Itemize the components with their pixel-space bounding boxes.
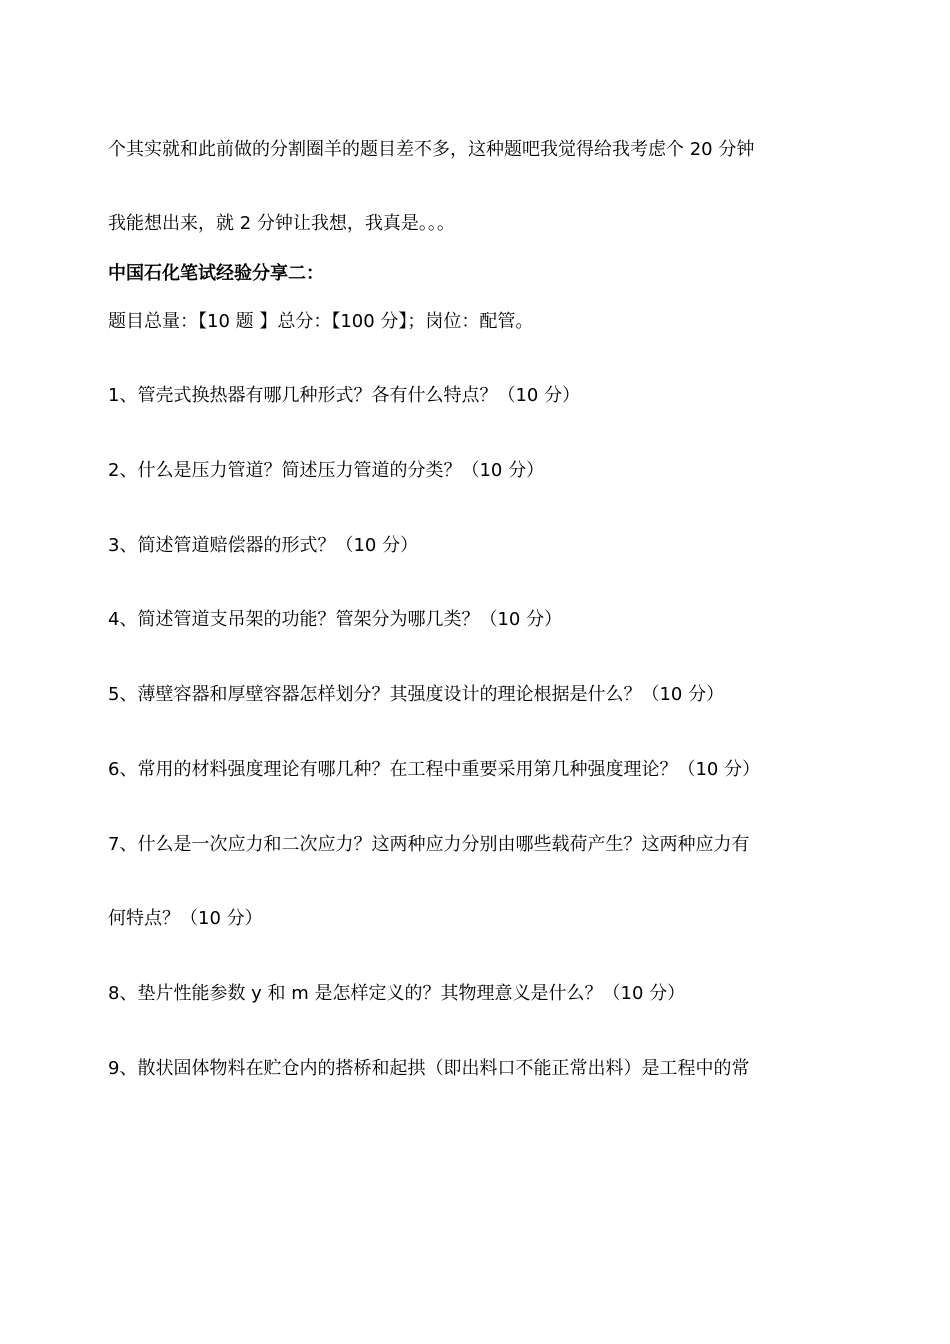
- question-line: 2、什么是压力管道？简述压力管道的分类？（10 分）: [108, 460, 545, 481]
- question-line: 4、简述管道支吊架的功能？管架分为哪几类？（10 分）: [108, 609, 563, 630]
- question-line: 6、常用的材料强度理论有哪几种？在工程中重要采用第几种强度理论？（10 分）: [108, 759, 761, 780]
- question-line: 1、管壳式换热器有哪几种形式？各有什么特点？（10 分）: [108, 385, 581, 406]
- question-line: 8、垫片性能参数 y 和 m 是怎样定义的？其物理意义是什么？（10 分）: [108, 983, 686, 1004]
- exam-info: 题目总量：【10 题 】总分：【100 分】；岗位：配管。: [108, 311, 534, 332]
- paragraph-line: 个其实就和此前做的分割圈羊的题目差不多，这种题吧我觉得给我考虑个 20 分钟: [108, 139, 755, 160]
- question-line: 5、薄壁容器和厚壁容器怎样划分？其强度设计的理论根据是什么？（10 分）: [108, 684, 725, 705]
- question-line: 何特点？（10 分）: [108, 908, 263, 929]
- section-heading: 中国石化笔试经验分享二：: [108, 263, 324, 284]
- paragraph-line: 我能想出来，就 2 分钟让我想，我真是。。。: [108, 213, 455, 234]
- question-line: 9、散状固体物料在贮仓内的搭桥和起拱（即出料口不能正常出料）是工程中的常: [108, 1058, 750, 1079]
- question-line: 7、什么是一次应力和二次应力？这两种应力分别由哪些载荷产生？这两种应力有: [108, 834, 750, 855]
- question-line: 3、简述管道赔偿器的形式？（10 分）: [108, 535, 419, 556]
